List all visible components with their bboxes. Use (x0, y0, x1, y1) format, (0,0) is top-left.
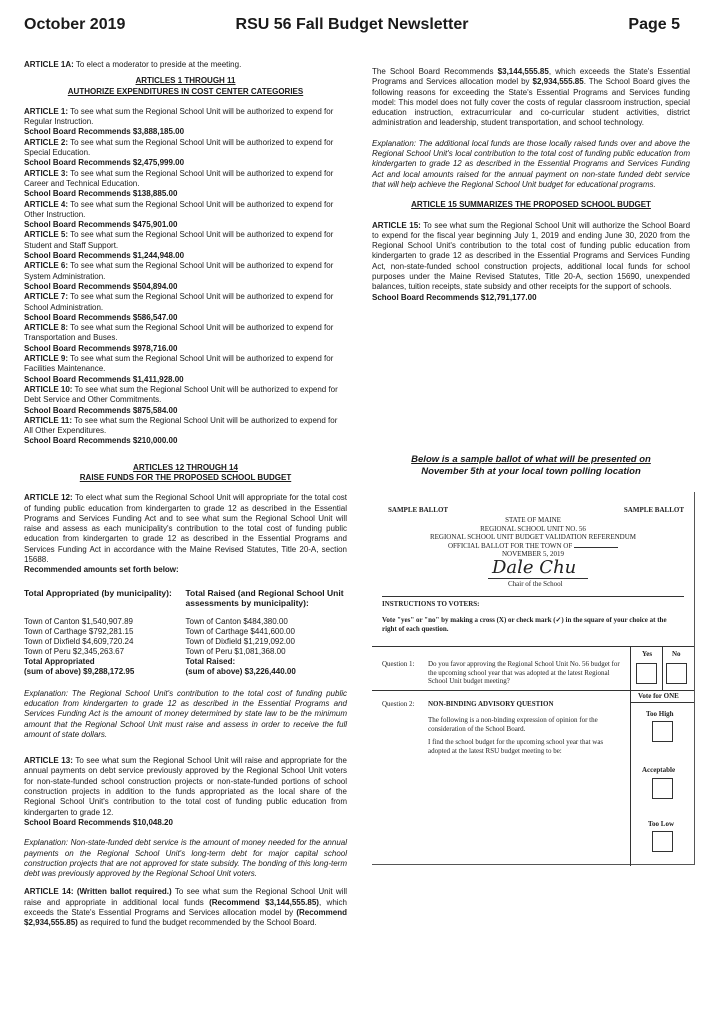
instructions-heading: INSTRUCTIONS TO VOTERS: (382, 600, 480, 608)
option-too-high-label: Too High (646, 710, 674, 718)
town-appropriations-table (24, 588, 347, 677)
article-13: ARTICLE 13: To see what sum the Regional School Unit will raise and appropriate for the annual payments on debt service previously approved by the Regional School Unit voters for non-state-funded school construction projects or non-state-funded portions of school construction projects in addition to the funds appropriated as the local share of the Regional School Unit's contribution to the total cost of funding public education from kindergarten to grade 12. School Board Recommends $10,048.20 (24, 756, 347, 827)
header-date: October 2019 (24, 16, 126, 33)
question-2-title: NON-BINDING ADVISORY QUESTION (428, 700, 554, 708)
articles-list (24, 107, 347, 447)
table-row: Town of Canton $1,540,907.89 Town of Canton $484,380.00 (24, 616, 288, 626)
article-item: ARTICLE 6: To see what sum the Regional School Unit will be authorized to expend for System Administration. School Board Recommends $504,894.00 (24, 261, 334, 291)
explanation-13: Explanation: Non-state-funded debt service is the amount of money needed for the annual payments on the Regional School Unit's long-term debt for major capital school construction projects that are not approved for state subsidy. The bonding of this long-term debt was previously approved by the Regional School Unit voters. (24, 838, 347, 879)
ballot-caption: Below is a sample ballot of what will be presented on November 5th at your local town polling location (411, 454, 651, 477)
article-item: ARTICLE 7: To see what sum the Regional School Unit will be authorized to expend for School Administration. School Board Recommends $586,547.00 (24, 292, 334, 322)
page-header (24, 16, 680, 38)
article-1a: ARTICLE 1A: To elect a moderator to preside at the meeting. (24, 60, 242, 69)
ballot-title-block: STATE OF MAINE REGIONAL SCHOOL UNIT NO. 56 REGIONAL SCHOOL UNIT BUDGET VALIDATION REFERENDUM OFFICIAL BALLOT FOR THE TOWN OF NOVEMBER 5, 2019 (429, 516, 637, 558)
article-item: ARTICLE 1: To see what sum the Regional School Unit will be authorized to expend for Regular Instruction. School Board Recommends $3,888,185.00 (24, 106, 334, 137)
option-acceptable-label: Acceptable (642, 766, 676, 774)
ballot-chair-label: Chair of the School (508, 580, 563, 588)
article-item: ARTICLE 9: To see what sum the Regional School Unit will be authorized to expend for Facilities Maintenance. School Board Recommends $1,411,928.00 (24, 354, 334, 384)
table-row: Town of Dixfield $4,609,720.24 Town of Dixfield $1,219,092.00 (24, 636, 295, 646)
article-item: ARTICLE 4: To see what sum the Regional School Unit will be authorized to expend for Other Instruction. School Board Recommends $475,901.00 (24, 199, 334, 230)
section-heading-15: ARTICLE 15 SUMMARIZES THE PROPOSED SCHOOL BUDGET (411, 200, 651, 210)
option-too-low-checkbox[interactable] (652, 831, 673, 852)
question-2-label: Question 2: (382, 700, 415, 708)
explanation-14: Explanation: The additional local funds are those locally raised funds over and above the Regional School Unit's local contribution to the total cost of funding public education from kindergarten to grade 12 as described in the Essential Programs and Services Funding Act and local amounts raised for the annual payment on non-state funded debt service that will help achieve the Regional School Unit budget for educational programs. (372, 138, 690, 189)
signature: Dale Chu (492, 557, 577, 578)
article-14: ARTICLE 14: (Written ballot required.) To see what sum the Regional School Unit will raise and appropriate in additional local funds (Recommend $3,144,555.85), which exceeds the State's Essential Programs and Services allocation model by (Recommend $2,934,555.85) as required to fund the budget recommended by the School Board. (24, 887, 347, 928)
question-1-text: Do you favor approving the Regional School Unit No. 56 budget for the upcoming school year that was adopted at the latest Regional School Unit budget meeting? (428, 660, 620, 685)
section-heading-12-14: ARTICLES 12 THROUGH 14 RAISE FUNDS FOR THE PROPOSED SCHOOL BUDGET (79, 462, 292, 482)
article-item: ARTICLE 5: To see what sum the Regional School Unit will be authorized to expend for Student and Staff Support. School Board Recommends $1,244,948.00 (24, 230, 334, 261)
section-heading-1-11: ARTICLES 1 THROUGH 11 AUTHORIZE EXPENDITURES IN COST CENTER CATEGORIES (67, 76, 304, 96)
sample-ballot (372, 492, 695, 865)
article-item: ARTICLE 2: To see what sum the Regional School Unit will be authorized to expend for Special Education. School Board Recommends $2,475,999.00 (24, 137, 334, 168)
table-row: Town of Peru $2,345,263.67 Town of Peru $1,081,368.00 (24, 646, 286, 656)
article-item: ARTICLE 10: To see what sum the Regional School Unit will be authorized to expend for Debt Service and Other Commitments. School Board Recommends $875,584.00 (24, 384, 338, 415)
header-title: RSU 56 Fall Budget Newsletter (235, 16, 469, 33)
header-page-number: Page 5 (628, 16, 680, 33)
question-2-preamble: The following is a non-binding expression of opinion for the consideration of the School Board. (428, 716, 598, 733)
question-1-label: Question 1: (382, 660, 415, 668)
question-1-no-checkbox[interactable] (666, 663, 687, 684)
article-item: ARTICLE 11: To see what sum the Regional School Unit will be authorized to expend for All Other Expenditures. School Board Recommends $210,000.00 (24, 415, 338, 446)
ballot-sample-label-right: SAMPLE BALLOT (623, 506, 684, 514)
question-2-text: I find the school budget for the upcoming school year that was adopted at the latest RSU budget meeting to be: (428, 738, 604, 755)
option-acceptable-checkbox[interactable] (652, 778, 673, 799)
option-too-low-label: Too Low (648, 820, 675, 828)
option-too-high-checkbox[interactable] (652, 721, 673, 742)
left-column (24, 60, 347, 929)
no-label: No (672, 650, 681, 658)
article-12: ARTICLE 12: To elect what sum the Regional School Unit will appropriate for the total cost of funding public education from kindergarten to grade 12 as described in the Essential Programs and Services Funding Act and to see what sum the Regional School Unit will raise and assess as each municipality's contribution to the total cost of funding public education from kindergarten to grade 12 as described in the Essential Programs and Services Funding Act in accordance with the Maine Revised Statutes, Title 20-A, section 15688. Recommended amounts set forth below: (24, 493, 347, 575)
explanation-12: Explanation: The Regional School Unit's contribution to the total cost of funding public education from kindergarten to grade 12 as described in the Essential Programs and Services Funding Act is the amount of money determined by state law to be the minimum amount that the Regional School Unit must raise and assess in order to receive the full amount of state dollars. (24, 688, 347, 739)
article-14-continued: The School Board Recommends $3,144,555.85, which exceeds the State's Essential Programs and Services allocation model by $2,934,555.85. The School Board gives the following reasons for exceeding the State's Essential Programs and Services funding model: This model does not fully cover the costs of regular classroom instruction, special education instruction, extracurricular and co-curricular student activities, district administration and leadership, student transportation, and school technology. (372, 67, 690, 128)
vote-for-one-label: Vote for ONE (638, 692, 679, 700)
article-15: ARTICLE 15: To see what sum the Regional School Unit will authorize the School Board to expend for the fiscal year beginning July 1, 2019 and ending June 30, 2020 from the Regional School Unit's contribution to the total cost of funding public education from kindergarten to grade 12 as described in the Essential Programs and Services Funding Act, non-state-funded school construction projects, additional local funds for school purposes under the Maine Revised Statutes, Title 20-A, section 15690, unexpended balances, tuition receipts, state subsidy and other receipts for the support of schools. School Board Recommends $12,791,177.00 (372, 220, 691, 302)
right-column (372, 67, 690, 303)
article-item: ARTICLE 3: To see what sum the Regional School Unit will be authorized to expend for Career and Technical Education. School Board Recommends $138,885.00 (24, 168, 334, 199)
article-item: ARTICLE 8: To see what sum the Regional School Unit will be authorized to expend for Transportation and Buses. School Board Recommends $978,716.00 (24, 323, 334, 353)
yes-label: Yes (642, 650, 653, 658)
table-header-appropriated: Total Appropriated (by municipality): (24, 587, 172, 598)
ballot-sample-label-left: SAMPLE BALLOT (388, 506, 449, 514)
table-row: Town of Carthage $792,281.15 Town of Carthage $441,600.00 (24, 626, 295, 636)
table-header-raised: Total Raised (and Regional School Unit assessments by municipality): (185, 587, 344, 609)
instructions-text: Vote "yes" or "no" by making a cross (X) or check mark (✓) in the square of your choice at the right of each question. (382, 616, 667, 633)
table-total-row: Total Appropriated (sum of above) $9,288,172.95 Total Raised: (sum of above) $3,226,440.00 (24, 656, 296, 676)
question-1-yes-checkbox[interactable] (636, 663, 657, 684)
